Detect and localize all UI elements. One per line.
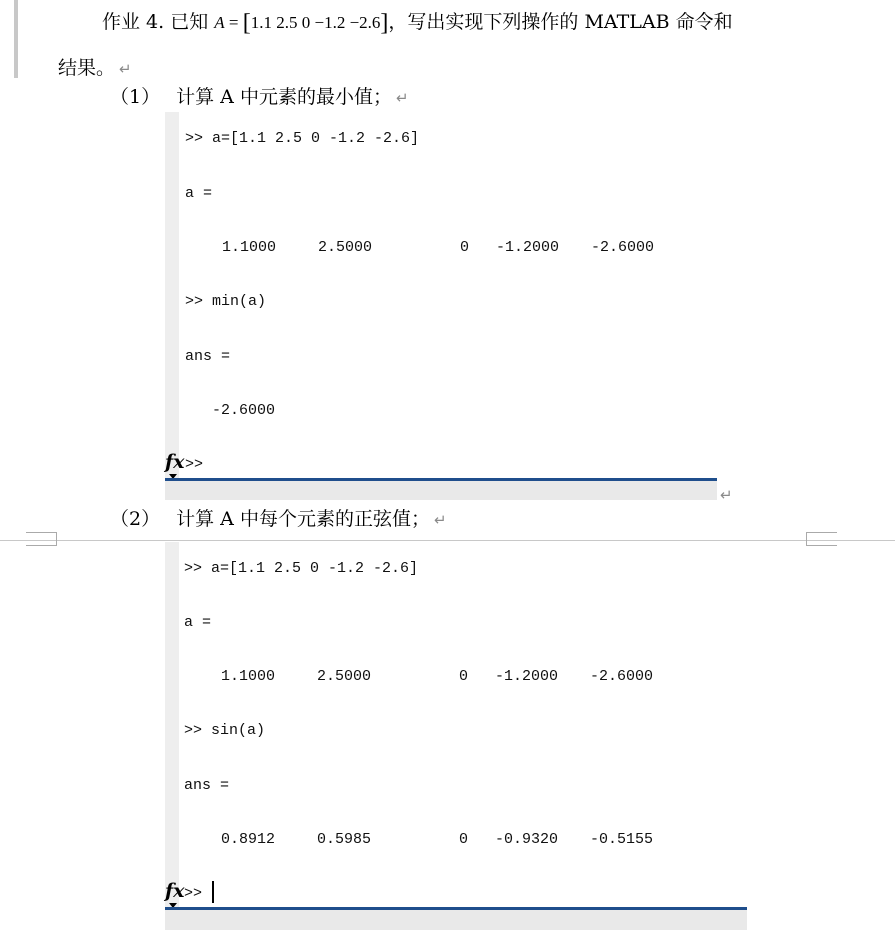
page-corner-left bbox=[26, 532, 57, 546]
text-cursor bbox=[212, 881, 214, 903]
bracket-close: ] bbox=[380, 10, 389, 36]
matlab-console-1 bbox=[165, 112, 717, 500]
console-gutter bbox=[165, 112, 179, 482]
matlab-console-2 bbox=[165, 542, 747, 930]
console-value: 1.1000 bbox=[221, 668, 276, 685]
assignment-heading-line2 bbox=[58, 56, 132, 81]
console-ans-label: ans = bbox=[184, 777, 230, 794]
heading-values: 1.1 2.5 0 −1.2 −2.6 bbox=[250, 13, 381, 32]
left-margin-bar bbox=[14, 0, 18, 78]
console-output-var: a = bbox=[185, 185, 213, 202]
question-2-label: （2） bbox=[110, 508, 161, 530]
console-value: 0 bbox=[460, 239, 470, 256]
question-1-text: 计算 A 中元素的最小值； bbox=[176, 86, 392, 108]
console-value: -1.2000 bbox=[496, 239, 560, 256]
console-ans-value: -2.6000 bbox=[212, 402, 276, 419]
console-scrollbar[interactable] bbox=[165, 481, 717, 500]
console-ans-value: 0.5985 bbox=[317, 831, 372, 848]
console-1-end-mark bbox=[716, 482, 733, 507]
paragraph-mark: ↵ bbox=[433, 511, 447, 529]
console-gutter bbox=[165, 542, 179, 908]
console-value: -2.6000 bbox=[590, 668, 654, 685]
question-1-label: （1） bbox=[110, 86, 161, 108]
bracket-open: [ bbox=[242, 10, 251, 36]
question-2 bbox=[110, 507, 447, 532]
paragraph-mark: ↵ bbox=[119, 60, 132, 78]
paragraph-mark: ↵ bbox=[720, 486, 733, 504]
console-value: 2.5000 bbox=[317, 668, 372, 685]
heading-suffix: ，写出实现下列操作的 MATLAB 命令和 bbox=[388, 11, 733, 33]
paragraph-mark: ↵ bbox=[395, 89, 409, 107]
console-ans-value: 0.8912 bbox=[221, 831, 276, 848]
heading-formula bbox=[214, 10, 389, 36]
heading-var: A bbox=[214, 13, 225, 32]
console-scrollbar[interactable] bbox=[165, 910, 747, 930]
heading-equals: = bbox=[224, 13, 243, 32]
fx-icon[interactable]: fx bbox=[165, 451, 185, 473]
question-1 bbox=[110, 85, 409, 110]
question-2-text: 计算 A 中每个元素的正弦值； bbox=[176, 508, 430, 530]
console-prompt[interactable]: >> bbox=[184, 885, 203, 902]
console-command-line: >> a=[1.1 2.5 0 -1.2 -2.6] bbox=[185, 130, 420, 147]
console-command-line: >> sin(a) bbox=[184, 722, 266, 739]
heading-line2: 结果。 bbox=[58, 57, 116, 79]
console-value: 0 bbox=[459, 668, 469, 685]
console-value: 2.5000 bbox=[318, 239, 373, 256]
console-command-line: >> min(a) bbox=[185, 293, 267, 310]
page-break-line bbox=[0, 540, 895, 541]
console-prompt[interactable]: >> bbox=[185, 456, 204, 473]
console-value: -1.2000 bbox=[495, 668, 559, 685]
assignment-heading bbox=[102, 10, 733, 35]
console-ans-label: ans = bbox=[185, 348, 231, 365]
console-output-var: a = bbox=[184, 614, 212, 631]
console-ans-value: -0.5155 bbox=[590, 831, 654, 848]
console-value: -2.6000 bbox=[591, 239, 655, 256]
heading-prefix: 作业 4. 已知 bbox=[102, 11, 215, 33]
page-corner-right bbox=[806, 532, 837, 546]
console-value: 1.1000 bbox=[222, 239, 277, 256]
console-ans-value: 0 bbox=[459, 831, 469, 848]
fx-icon[interactable]: fx bbox=[165, 880, 185, 902]
console-ans-value: -0.9320 bbox=[495, 831, 559, 848]
console-command-line: >> a=[1.1 2.5 0 -1.2 -2.6] bbox=[184, 560, 419, 577]
